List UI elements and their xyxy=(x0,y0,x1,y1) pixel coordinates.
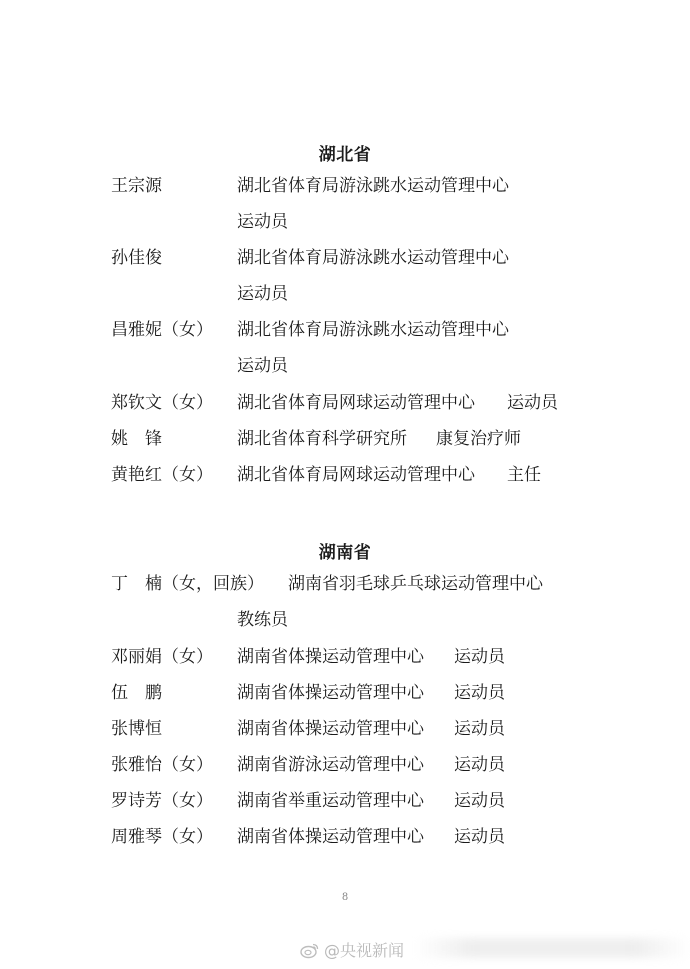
list-item xyxy=(0,427,690,451)
person-role: 运动员 xyxy=(454,719,505,739)
person-org: 湖北省体育局游泳跳水运动管理中心 xyxy=(237,320,509,340)
person-org: 湖北省体育局网球运动管理中心 xyxy=(237,465,475,485)
list-item xyxy=(0,789,690,813)
list-item xyxy=(0,246,690,270)
watermark-text: @央视新闻 xyxy=(324,941,405,960)
person-org: 湖北省体育局网球运动管理中心 xyxy=(237,393,475,413)
person-role: 主任 xyxy=(507,465,541,485)
person-org: 湖南省体操运动管理中心 xyxy=(237,719,424,739)
section-heading-hunan: 湖南省 xyxy=(318,543,372,563)
person-role: 运动员 xyxy=(454,647,505,667)
list-item xyxy=(0,681,690,705)
list-item xyxy=(0,210,690,234)
person-org: 湖南省体操运动管理中心 xyxy=(237,647,424,667)
blurred-overlay xyxy=(415,938,690,958)
person-name: 郑钦文（女） xyxy=(111,393,213,413)
person-org: 湖南省举重运动管理中心 xyxy=(237,791,424,811)
person-name: 孙佳俊 xyxy=(111,248,162,268)
list-item xyxy=(0,825,690,849)
person-name: 罗诗芳（女） xyxy=(111,791,213,811)
list-item xyxy=(0,463,690,487)
list-item xyxy=(0,645,690,669)
person-name: 王宗源 xyxy=(111,176,162,196)
person-name: 丁 楠（女，回族） xyxy=(111,574,264,594)
section-heading-hubei: 湖北省 xyxy=(318,145,372,165)
person-org: 湖南省体操运动管理中心 xyxy=(237,683,424,703)
person-org: 运动员 xyxy=(237,284,288,304)
list-item xyxy=(0,174,690,198)
list-item xyxy=(0,572,690,596)
list-item xyxy=(0,753,690,777)
person-org: 运动员 xyxy=(237,212,288,232)
person-role: 运动员 xyxy=(454,827,505,847)
person-name: 周雅琴（女） xyxy=(111,827,213,847)
person-name: 邓丽娟（女） xyxy=(111,647,213,667)
list-item xyxy=(0,608,690,632)
person-org: 湖北省体育科学研究所 xyxy=(237,429,407,449)
person-org: 教练员 xyxy=(237,610,288,630)
person-name: 张雅怡（女） xyxy=(111,755,213,775)
list-item xyxy=(0,717,690,741)
person-org: 湖北省体育局游泳跳水运动管理中心 xyxy=(237,176,509,196)
person-org: 湖北省体育局游泳跳水运动管理中心 xyxy=(237,248,509,268)
list-item xyxy=(0,318,690,342)
list-item xyxy=(0,391,690,415)
watermark xyxy=(300,938,404,961)
person-role: 运动员 xyxy=(454,791,505,811)
person-name: 黄艳红（女） xyxy=(111,465,213,485)
person-role: 运动员 xyxy=(454,755,505,775)
list-item xyxy=(0,282,690,306)
person-org: 运动员 xyxy=(237,356,288,376)
person-org: 湖南省体操运动管理中心 xyxy=(237,827,424,847)
person-name: 姚 锋 xyxy=(111,429,162,449)
person-org: 湖南省羽毛球乒乓球运动管理中心 xyxy=(288,574,543,594)
person-org: 湖南省游泳运动管理中心 xyxy=(237,755,424,775)
person-role: 运动员 xyxy=(507,393,558,413)
page-number: 8 xyxy=(341,892,349,903)
person-role: 康复治疗师 xyxy=(436,429,521,449)
list-item xyxy=(0,354,690,378)
person-name: 伍 鹏 xyxy=(111,683,162,703)
weibo-logo-icon xyxy=(300,941,320,959)
person-name: 昌雅妮（女） xyxy=(111,320,213,340)
person-role: 运动员 xyxy=(454,683,505,703)
person-name: 张博恒 xyxy=(111,719,162,739)
